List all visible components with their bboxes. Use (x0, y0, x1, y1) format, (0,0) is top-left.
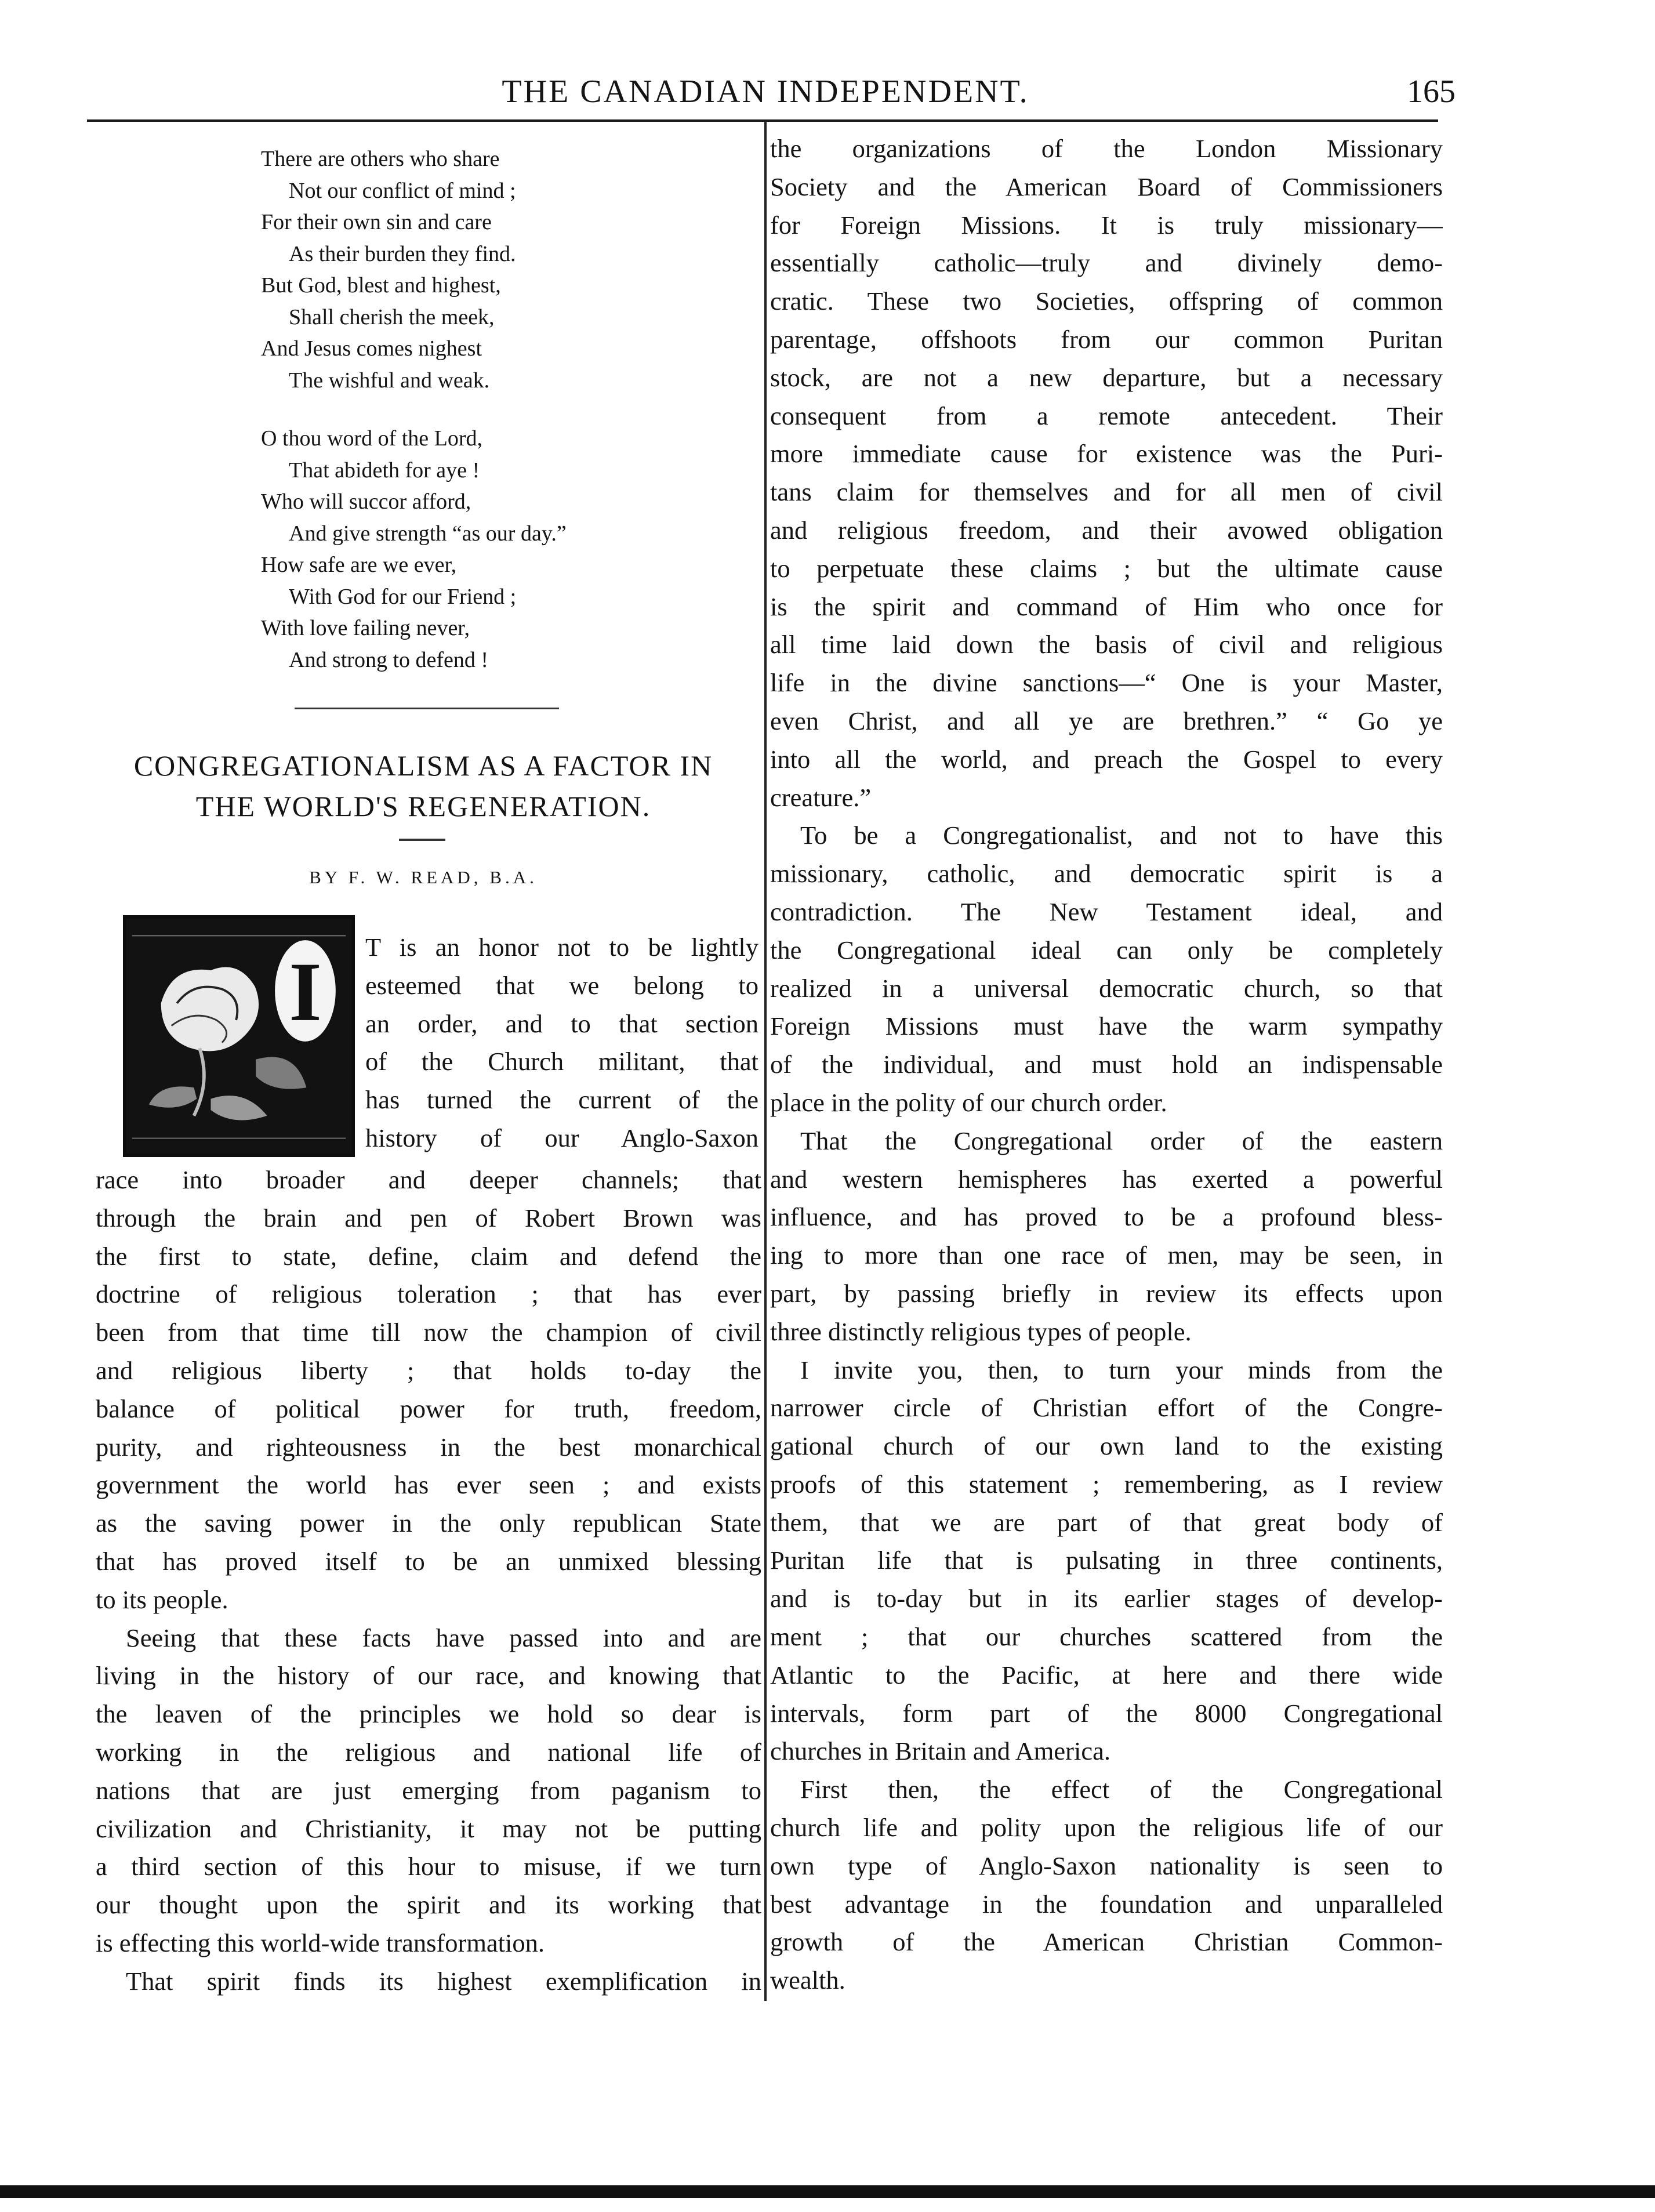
poem-line: There are others who share (261, 147, 500, 171)
text-line: into all the world, and preach the Gospel to every (770, 744, 1443, 774)
header-rule (87, 119, 1438, 122)
text-line: more immediate cause for existence was the Puri- (770, 439, 1443, 469)
text-line: Atlantic to the Pacific, at here and there wide (770, 1660, 1443, 1689)
text-line: even Christ, and all ye are brethren.” “ Go ye (770, 706, 1443, 735)
text-line: creature.” (770, 782, 872, 812)
text-line: I invite you, then, to turn your minds from the (800, 1355, 1443, 1384)
text-line: through the brain and pen of Robert Brown was (96, 1203, 761, 1232)
poem-line: With love failing never, (261, 616, 470, 640)
text-line: government the world has ever seen ; and exists (96, 1470, 761, 1500)
text-line: to its people. (96, 1584, 228, 1614)
poem-line: The wishful and weak. (289, 368, 490, 393)
poem-line: Shall cherish the meek, (289, 304, 495, 329)
poem-end-rule (295, 708, 559, 709)
text-line: best advantage in the foundation and unparalleled (770, 1889, 1443, 1919)
text-line: civilization and Christianity, it may not be putting (96, 1814, 761, 1843)
text-line: been from that time till now the champion of civil (96, 1318, 761, 1347)
running-head-title: THE CANADIAN INDEPENDENT. (502, 74, 1029, 110)
text-line: living in the history of our race, and knowing that (96, 1661, 761, 1691)
text-line: gational church of our own land to the existing (770, 1431, 1443, 1461)
text-line: is effecting this world-wide transformation. (96, 1928, 545, 1957)
article-right-column-text (770, 130, 1443, 2000)
text-line: ing to more than one race of men, may be seen, in (770, 1241, 1443, 1270)
poem-line: Who will succor afford, (261, 489, 471, 514)
text-line: nations that are just emerging from paganism to (96, 1775, 761, 1805)
text-line: them, that we are part of that great body of (770, 1507, 1443, 1537)
poem-line: And strong to defend ! (289, 647, 489, 672)
poem-line: With God for our Friend ; (289, 584, 517, 609)
text-line: the leaven of the principles we hold so dear is (96, 1699, 761, 1729)
text-line: an order, and to that section (365, 1009, 758, 1038)
text-line: three distinctly religious types of people. (770, 1317, 1192, 1346)
text-line: and is to-day but in its earlier stages of develop- (770, 1584, 1443, 1613)
text-line: realized in a universal democratic church, so that (770, 973, 1443, 1003)
poem-line: That abideth for aye ! (289, 458, 480, 483)
stanza-gap (261, 396, 748, 423)
article-left-column-text (96, 1161, 761, 2001)
text-line: essentially catholic—truly and divinely demo- (770, 248, 1443, 278)
text-line: to perpetuate these claims ; but the ultimate cause (770, 553, 1443, 583)
text-line: parentage, offshoots from our common Puritan (770, 324, 1443, 354)
text-line: and religious liberty ; that holds to-day the (96, 1355, 761, 1385)
title-rule (399, 839, 445, 841)
article-title-line: CONGREGATIONALISM AS A FACTOR IN (133, 749, 713, 782)
text-line: influence, and has proved to be a profound bless- (770, 1202, 1443, 1232)
text-line: tans claim for themselves and for all men of civil (770, 477, 1443, 507)
text-line: ment ; that our churches scattered from the (770, 1622, 1443, 1652)
drop-cap-letter: I (289, 945, 322, 1039)
text-line: cratic. These two Societies, offspring of common (770, 287, 1443, 316)
text-line: place in the polity of our church order. (770, 1087, 1167, 1117)
text-line: of the Church militant, that (365, 1047, 758, 1076)
text-line: our thought upon the spirit and its working that (96, 1890, 761, 1920)
text-line: That spirit finds its highest exemplification in (126, 1966, 761, 1996)
text-line: working in the religious and national life of (96, 1737, 761, 1767)
text-line: missionary, catholic, and democratic spirit is a (770, 859, 1443, 889)
column-divider (764, 122, 767, 2001)
text-line: of the individual, and must hold an indispensable (770, 1050, 1443, 1079)
poem-line: As their burden they find. (289, 241, 516, 266)
text-line: Foreign Missions must have the warm sympathy (770, 1011, 1443, 1041)
byline: BY F. W. READ, B.A. (309, 867, 538, 887)
text-line: for Foreign Missions. It is truly missionary— (770, 210, 1443, 240)
page-bottom-edge (0, 2185, 1655, 2198)
text-line: doctrine of religious toleration ; that has ever (96, 1279, 761, 1309)
text-line: contradiction. The New Testament ideal, and (770, 897, 1443, 926)
poem-line: And give strength “as our day.” (289, 521, 567, 546)
text-line: own type of Anglo-Saxon nationality is seen to (770, 1851, 1443, 1880)
text-line: First then, the effect of the Congregational (800, 1775, 1443, 1804)
text-line: is the spirit and command of Him who once for (770, 592, 1443, 621)
text-line: life in the divine sanctions—“ One is your Master, (770, 668, 1443, 698)
text-line: the first to state, define, claim and defend the (96, 1241, 761, 1271)
poem-line: Not our conflict of mind ; (289, 178, 516, 203)
text-line: To be a Congregationalist, and not to have this (800, 821, 1443, 850)
text-line: part, by passing briefly in review its effects upon (770, 1278, 1443, 1308)
text-line: has turned the current of the (365, 1085, 758, 1115)
text-line: proofs of this statement ; remembering, as I review (770, 1469, 1443, 1499)
text-line: race into broader and deeper channels; that (96, 1165, 761, 1194)
text-line: wealth. (770, 1966, 845, 1995)
text-line: esteemed that we belong to (365, 970, 758, 1000)
text-line: and western hemispheres has exerted a powerful (770, 1164, 1443, 1194)
text-line: purity, and righteousness in the best monarchical (96, 1432, 761, 1462)
article-title-line: THE WORLD'S REGENERATION. (195, 790, 651, 822)
text-line: Society and the American Board of Commissioners (770, 172, 1443, 201)
text-line: the Congregational ideal can only be completely (770, 935, 1443, 964)
poem-line: How safe are we ever, (261, 553, 457, 577)
text-line: T is an honor not to be lightly (365, 933, 758, 962)
text-line: consequent from a remote antecedent. Their (770, 401, 1443, 430)
text-line: history of our Anglo-Saxon (365, 1123, 758, 1152)
text-line: churches in Britain and America. (770, 1736, 1110, 1766)
poem-line: O thou word of the Lord, (261, 426, 483, 451)
poem-line: But God, blest and highest, (261, 273, 501, 298)
text-line: all time laid down the basis of civil and religious (770, 630, 1443, 659)
text-line: balance of political power for truth, freedom, (96, 1394, 761, 1423)
text-line: a third section of this hour to misuse, if we turn (96, 1852, 761, 1881)
text-line: Seeing that these facts have passed into and are (126, 1623, 761, 1652)
text-line: the organizations of the London Missionary (770, 134, 1443, 163)
text-line: narrower circle of Christian effort of the Congre- (770, 1393, 1443, 1423)
text-line: and religious freedom, and their avowed obligation (770, 515, 1443, 545)
page-number: 165 (1407, 74, 1456, 110)
text-line: growth of the American Christian Common- (770, 1927, 1443, 1957)
text-line: that has proved itself to be an unmixed blessing (96, 1546, 761, 1576)
poem (261, 143, 748, 676)
drop-cap-illustration (123, 915, 355, 1157)
poem-line: And Jesus comes nighest (261, 336, 482, 361)
text-line: as the saving power in the only republican State (96, 1508, 761, 1538)
poem-line: For their own sin and care (261, 210, 492, 234)
article-title (87, 745, 760, 826)
text-line: church life and polity upon the religious life of our (770, 1813, 1443, 1843)
text-line: That the Congregational order of the eastern (800, 1126, 1443, 1155)
article-opening-wrapped-text (365, 929, 758, 1158)
rose-icon (126, 919, 351, 1154)
text-line: stock, are not a new departure, but a necessary (770, 362, 1443, 392)
text-line: intervals, form part of the 8000 Congregational (770, 1698, 1443, 1728)
text-line: Puritan life that is pulsating in three continents, (770, 1546, 1443, 1575)
